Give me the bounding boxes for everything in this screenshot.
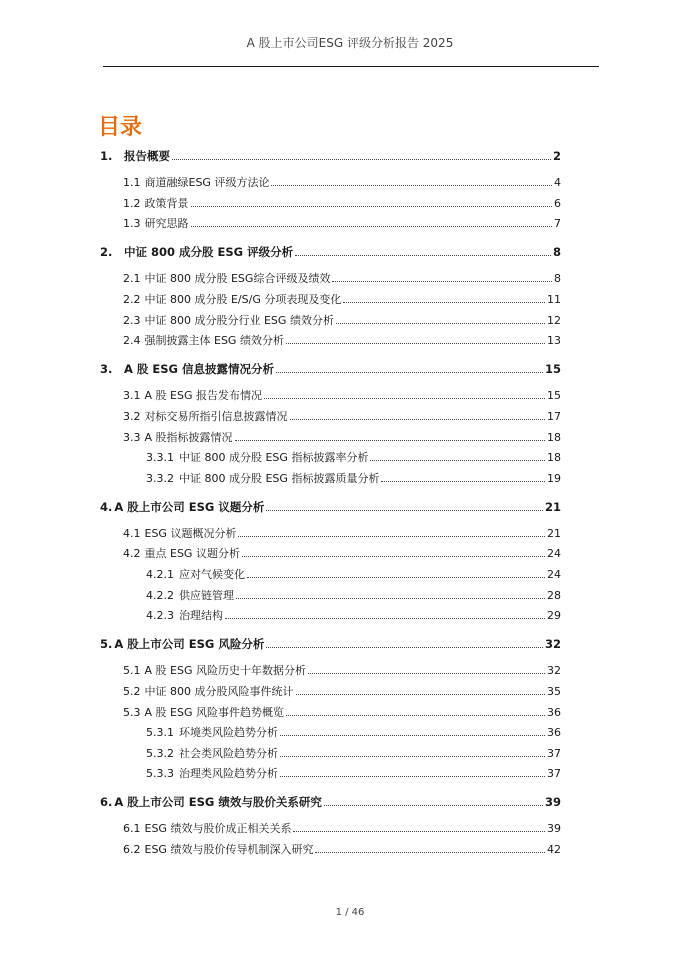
dot-leader [336,314,545,324]
toc-entry-level1[interactable] [100,244,561,264]
toc-entry-title: 社会类风险趋势分析 [179,746,278,760]
toc-entry-level1[interactable] [100,636,561,656]
toc-entry-page-number: 11 [547,293,561,306]
dot-leader [242,547,545,557]
toc-entry-level2[interactable] [123,545,561,565]
toc-entry-number: 5.3 [123,705,141,719]
toc-entry-level2[interactable] [123,662,561,682]
page-number: 1 / 46 [335,907,365,918]
toc-entry-page-number: 37 [547,767,561,781]
toc-entry-level2[interactable] [123,429,561,449]
toc-entry-level3[interactable] [146,470,561,490]
header-divider [103,66,599,67]
dot-leader [286,334,545,344]
dot-leader [324,796,543,806]
toc-entry-number: 4.2.3 [146,609,174,623]
dot-leader [266,501,543,511]
toc-entry-title: A 股指标披露情况 [144,430,233,444]
toc-entry-level2[interactable] [123,332,561,352]
toc-entry-number: 4.2.1 [146,568,174,581]
dot-leader [296,685,546,695]
toc-entry-title: A 股上市公司 ESG 议题分析 [114,499,265,514]
toc-entry-level3[interactable] [146,745,561,765]
running-header: A 股上市公司ESG 评级分析报告 2025 [246,36,454,50]
toc-entry-number: 6.1 [123,822,141,836]
toc-entry-page-number: 35 [547,684,561,698]
dot-leader [264,389,545,399]
toc-entry-title: A 股 ESG 报告发布情况 [144,389,262,403]
toc-entry-title: ESG 议题概况分析 [144,526,237,540]
dot-leader [293,822,545,832]
toc-entry-number: 6. [100,795,113,810]
toc-entry-number: 5.3.2 [146,746,174,760]
toc-entry-page-number: 21 [547,526,561,540]
toc-entry-page-number: 6 [554,196,561,210]
toc-entry-page-number: 39 [544,795,561,810]
dot-leader [238,527,545,537]
toc-entry-level2[interactable] [123,408,561,428]
toc-entry-number: 4.2 [123,547,141,561]
toc-entry-page-number: 29 [547,609,561,623]
toc-entry-level3[interactable] [146,566,561,586]
dot-leader [271,176,552,186]
dot-leader [280,747,545,757]
toc-entry-title: 中证 800 成分股 ESG 指标披露质量分析 [179,471,380,485]
toc-entry-page-number: 17 [547,409,561,423]
dot-leader [308,664,545,674]
dot-leader [280,767,545,777]
toc-entry-page-number: 15 [547,389,561,403]
toc-entry-level3[interactable] [146,765,561,785]
toc-entry-title: 重点 ESG 议题分析 [144,547,240,561]
toc-entry-number: 2.2 [123,293,141,306]
dot-leader [236,589,545,599]
dot-leader [370,451,545,461]
toc-entry-title: ESG 绩效与股价成正相关关系 [144,822,292,836]
toc-entry-title: A 股上市公司 ESG 风险分析 [114,637,265,652]
dot-leader [247,568,545,578]
dot-leader [343,293,545,303]
toc-entry-page-number: 36 [547,705,561,719]
toc-entry-level2[interactable] [123,270,561,290]
toc-entry-number: 3.3 [123,430,141,444]
dot-leader [276,363,543,373]
toc-entry-page-number: 7 [554,217,561,231]
toc-entry-title: 商道融绿ESG 评级方法论 [144,176,270,190]
toc-entry-number: 5.3.3 [146,767,174,781]
toc-entry-title: A 股上市公司 ESG 绩效与股价关系研究 [114,795,322,810]
toc-entry-title: A 股 ESG 风险事件趋势概览 [144,705,284,719]
toc-entry-number: 1.1 [123,176,141,190]
toc-entry-level2[interactable] [123,387,561,407]
dot-leader [295,246,551,256]
toc-entry-level2[interactable] [123,291,561,311]
dot-leader [381,472,545,482]
dot-leader [225,609,545,619]
toc-entry-number: 1. [100,149,113,163]
toc-entry-level1[interactable] [100,148,561,168]
toc-entry-page-number: 13 [547,334,561,348]
toc-entry-title: 强制披露主体 ESG 绩效分析 [144,334,284,348]
toc-entry-level3[interactable] [146,587,561,607]
toc-heading: 目录 [98,115,143,140]
toc-entry-number: 5.2 [123,684,141,698]
toc-entry-page-number: 24 [547,568,561,581]
dot-leader [172,150,551,160]
toc-entry-number: 3.3.1 [146,451,174,465]
toc-entry-level2[interactable] [123,683,561,703]
toc-entry-page-number: 8 [552,245,561,260]
toc-entry-number: 2. [100,245,113,260]
toc-entry-number: 2.3 [123,313,141,327]
toc-entry-number: 6.2 [123,843,141,856]
toc-entry-number: 4. [100,499,113,514]
toc-entry-page-number: 32 [547,664,561,678]
toc-entry-title: 研究思路 [144,217,189,231]
toc-entry-title: 应对气候变化 [179,568,245,581]
toc-entry-title: 治理类风险趋势分析 [179,767,278,781]
dot-leader [332,272,552,282]
toc-entry-page-number: 24 [547,547,561,561]
toc-entry-level3[interactable] [146,724,561,744]
toc-entry-level2[interactable] [123,174,561,194]
toc-entry-title: 中证 800 成分股分行业 ESG 绩效分析 [144,313,334,327]
toc-entry-level1[interactable] [100,794,561,814]
toc-entry-number: 5. [100,637,113,652]
toc-entry-page-number: 19 [547,471,561,485]
toc-entry-page-number: 39 [547,822,561,836]
toc-entry-level3[interactable] [146,607,561,627]
toc-entry-number: 2.1 [123,272,141,286]
dot-leader [290,410,546,420]
toc-entry-level1[interactable] [100,361,561,381]
toc-entry-number: 1.2 [123,196,141,210]
toc-entry-page-number: 12 [547,313,561,327]
toc-entry-title: 报告概要 [124,149,170,163]
dot-leader [280,726,545,736]
toc-entry-level2[interactable] [123,704,561,724]
toc-entry-level2[interactable] [123,841,561,861]
dot-leader [235,431,545,441]
toc-entry-title: 政策背景 [144,196,189,210]
toc-entry-title: 中证 800 成分股风险事件统计 [144,684,294,698]
toc-entry-level2[interactable] [123,195,561,215]
toc-entry-page-number: 18 [547,430,561,444]
toc-entry-title: 环境类风险趋势分析 [179,726,278,740]
toc-entry-page-number: 28 [547,588,561,602]
toc-entry-number: 4.1 [123,526,141,540]
toc-entry-page-number: 37 [547,746,561,760]
toc-entry-level2[interactable] [123,312,561,332]
dot-leader [286,706,545,716]
toc-entry-page-number: 32 [544,637,561,652]
dot-leader [315,843,545,853]
toc-entry-number: 3.2 [123,409,141,423]
toc-entry-page-number: 4 [554,176,561,190]
toc-entry-number: 3.1 [123,389,141,403]
toc-entry-title: ESG 绩效与股价传导机制深入研究 [144,843,314,856]
toc-entry-title: 治理结构 [179,609,223,623]
toc-entry-number: 5.3.1 [146,726,174,740]
toc-entry-title: 对标交易所指引信息披露情况 [144,409,288,423]
toc-entry-number: 5.1 [123,664,141,678]
toc-entry-level3[interactable] [146,449,561,469]
toc-entry-title: 中证 800 成分股 ESG 评级分析 [124,245,294,260]
toc-entry-number: 4.2.2 [146,588,174,602]
toc-entry-number: 1.3 [123,217,141,231]
dot-leader [191,197,553,207]
toc-entry-title: 供应链管理 [179,588,234,602]
toc-entry-level1[interactable] [100,499,561,519]
toc-entry-title: A 股 ESG 信息披露情况分析 [124,362,274,377]
dot-leader [191,217,553,227]
dot-leader [266,638,543,648]
toc-entry-page-number: 8 [554,272,561,286]
toc-entry-page-number: 36 [547,726,561,740]
toc-entry-title: A 股 ESG 风险历史十年数据分析 [144,664,306,678]
toc-entry-page-number: 2 [552,149,561,163]
toc-entry-title: 中证 800 成分股 E/S/G 分项表现及变化 [144,293,342,306]
toc-entry-page-number: 18 [547,451,561,465]
toc-entry-page-number: 42 [547,843,561,856]
toc-entry-title: 中证 800 成分股 ESG综合评级及绩效 [144,272,331,286]
toc-entry-number: 3.3.2 [146,471,174,485]
toc-entry-page-number: 15 [544,362,561,377]
toc-entry-number: 3. [100,362,113,377]
toc-entry-title: 中证 800 成分股 ESG 指标披露率分析 [179,451,369,465]
toc-entry-number: 2.4 [123,334,141,348]
toc-entry-level2[interactable] [123,525,561,545]
toc-entry-level2[interactable] [123,215,561,235]
toc-entry-page-number: 21 [544,499,561,514]
toc-entry-level2[interactable] [123,820,561,840]
